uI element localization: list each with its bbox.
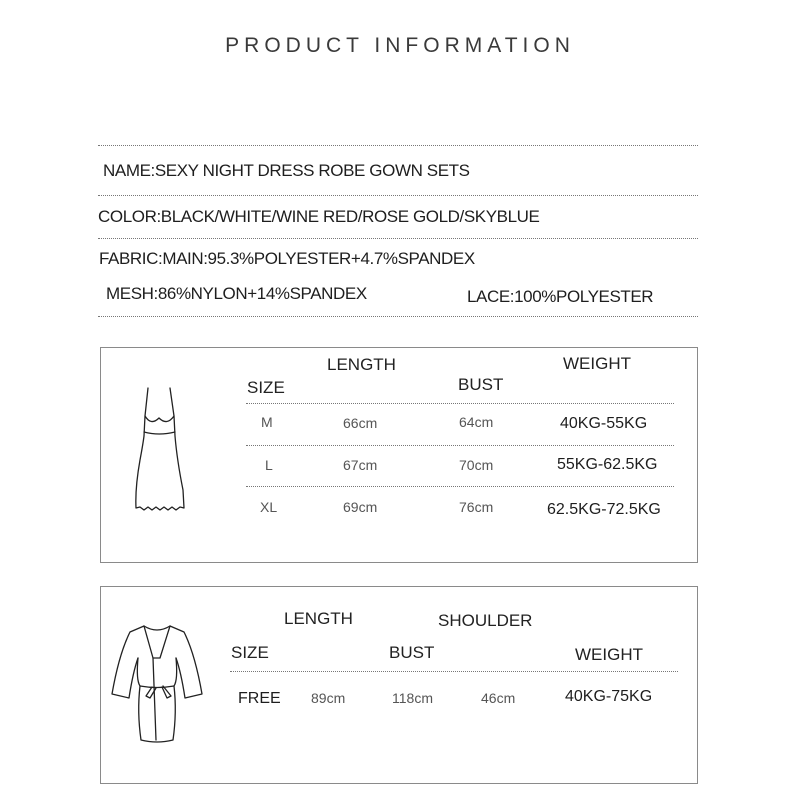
table-cell-weight: 55KG-62.5KG — [557, 456, 658, 473]
table-cell-size: XL — [260, 499, 278, 515]
product-fabric: FABRIC:MAIN:95.3%POLYESTER+4.7%SPANDEX — [99, 249, 475, 268]
product-lace: LACE:100%POLYESTER — [467, 287, 654, 306]
table-cell-length: 69cm — [343, 499, 378, 515]
dress-header-bust: BUST — [458, 375, 504, 394]
table-cell-weight: 40KG-75KG — [565, 688, 653, 705]
dress-header-size: SIZE — [247, 378, 285, 397]
table-cell-bust: 70cm — [459, 457, 494, 473]
dress-header-length: LENGTH — [327, 355, 396, 374]
divider — [98, 316, 698, 317]
divider — [98, 238, 698, 239]
divider — [246, 486, 674, 487]
robe-header-shoulder: SHOULDER — [438, 611, 533, 630]
table-cell-size: M — [261, 414, 273, 430]
table-cell-length: 89cm — [311, 690, 346, 706]
divider — [98, 195, 698, 196]
divider — [98, 145, 698, 146]
table-cell-size: FREE — [238, 690, 281, 707]
product-mesh: MESH:86%NYLON+14%SPANDEX — [106, 284, 367, 303]
table-cell-size: L — [265, 457, 273, 473]
table-cell-bust: 118cm — [392, 690, 433, 706]
slip-dress-icon — [120, 380, 200, 520]
table-cell-bust: 64cm — [459, 414, 494, 430]
table-cell-length: 66cm — [343, 415, 378, 431]
divider — [246, 445, 674, 446]
robe-icon — [106, 616, 208, 748]
robe-header-size: SIZE — [231, 643, 269, 662]
table-cell-length: 67cm — [343, 457, 378, 473]
divider — [246, 403, 674, 404]
table-cell-shoulder: 46cm — [481, 690, 516, 706]
table-cell-bust: 76cm — [459, 499, 494, 515]
dress-header-weight: WEIGHT — [563, 354, 631, 373]
robe-header-bust: BUST — [389, 643, 435, 662]
page-title: PRODUCT INFORMATION — [225, 34, 575, 57]
divider — [230, 671, 678, 672]
product-color: COLOR:BLACK/WHITE/WINE RED/ROSE GOLD/SKYBLUE — [98, 207, 540, 226]
robe-header-length: LENGTH — [284, 609, 353, 628]
product-name: NAME:SEXY NIGHT DRESS ROBE GOWN SETS — [103, 161, 470, 180]
table-cell-weight: 62.5KG-72.5KG — [547, 501, 661, 518]
table-cell-weight: 40KG-55KG — [560, 415, 648, 432]
robe-header-weight: WEIGHT — [575, 645, 643, 664]
